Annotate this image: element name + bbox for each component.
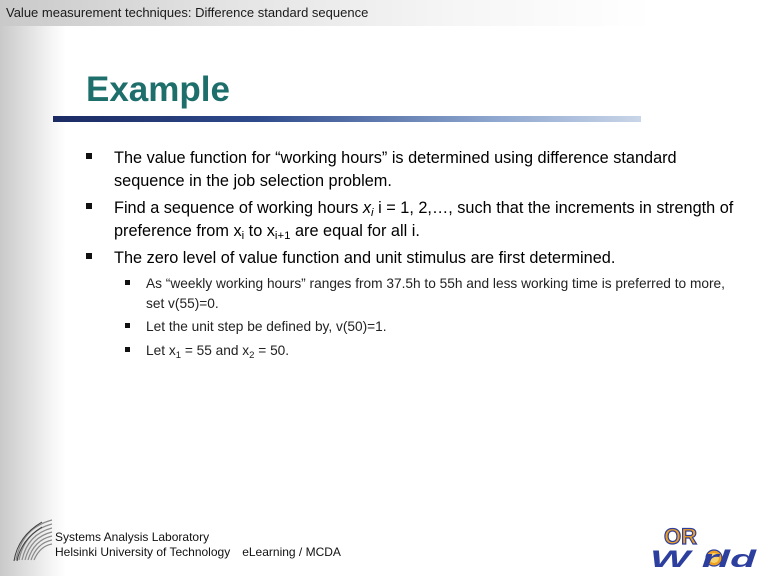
slide-title: Example [86,70,230,109]
sub-bullet-item [124,274,746,313]
footer-lab: Systems Analysis Laboratory [55,530,210,544]
title-divider [53,116,641,122]
bullet-text: The zero level of value function and unit stimulus are first determined. [114,249,616,267]
bullet-text: The value function for “working hours” is determined using difference standard sequence in the job selection problem. [114,149,677,190]
square-bullet-icon [125,280,130,285]
bullet-item [86,247,746,270]
sub-bullet-text: As “weekly working hours” ranges from 37.5h to 55h and less working time is preferred to more, set v(55)=0. [146,276,725,311]
bullet-item [86,197,746,243]
square-bullet-icon [125,347,130,352]
square-bullet-icon [125,323,130,328]
sub-bullet-text: Let the unit step be defined by, v(50)=1. [146,319,387,334]
sub-bullet-item [124,317,746,337]
footer-elearning: eLearning / MCDA [242,545,341,559]
sub-bullet-item [124,341,746,361]
square-bullet-icon [86,253,92,259]
sub-bullet-text: Let $x_1 = 55$ and $x_2 = 50$. [146,342,290,361]
sal-arc-logo-icon [12,516,54,562]
svg-text:OR: OR [664,524,697,549]
square-bullet-icon [86,153,92,159]
footer-university: Helsinki University of Technology [55,545,231,559]
square-bullet-icon [86,203,92,209]
svg-text:W rld: W rld [650,546,758,570]
bullet-item [86,147,746,193]
footer-text [55,530,341,560]
header-band [0,0,768,26]
footer-university-line [55,545,341,560]
left-gradient-panel [0,0,66,576]
header-title: Value measurement techniques: Difference standard sequence [6,5,369,20]
bullet-text: Find a sequence of working hours $x_i$ i = 1, 2,…, such that the increments in strength of preference from $x_i$ to $x_{i+1}$ are equal for all i. [114,199,734,242]
or-world-logo-icon [648,524,758,570]
bullet-list [86,147,746,364]
